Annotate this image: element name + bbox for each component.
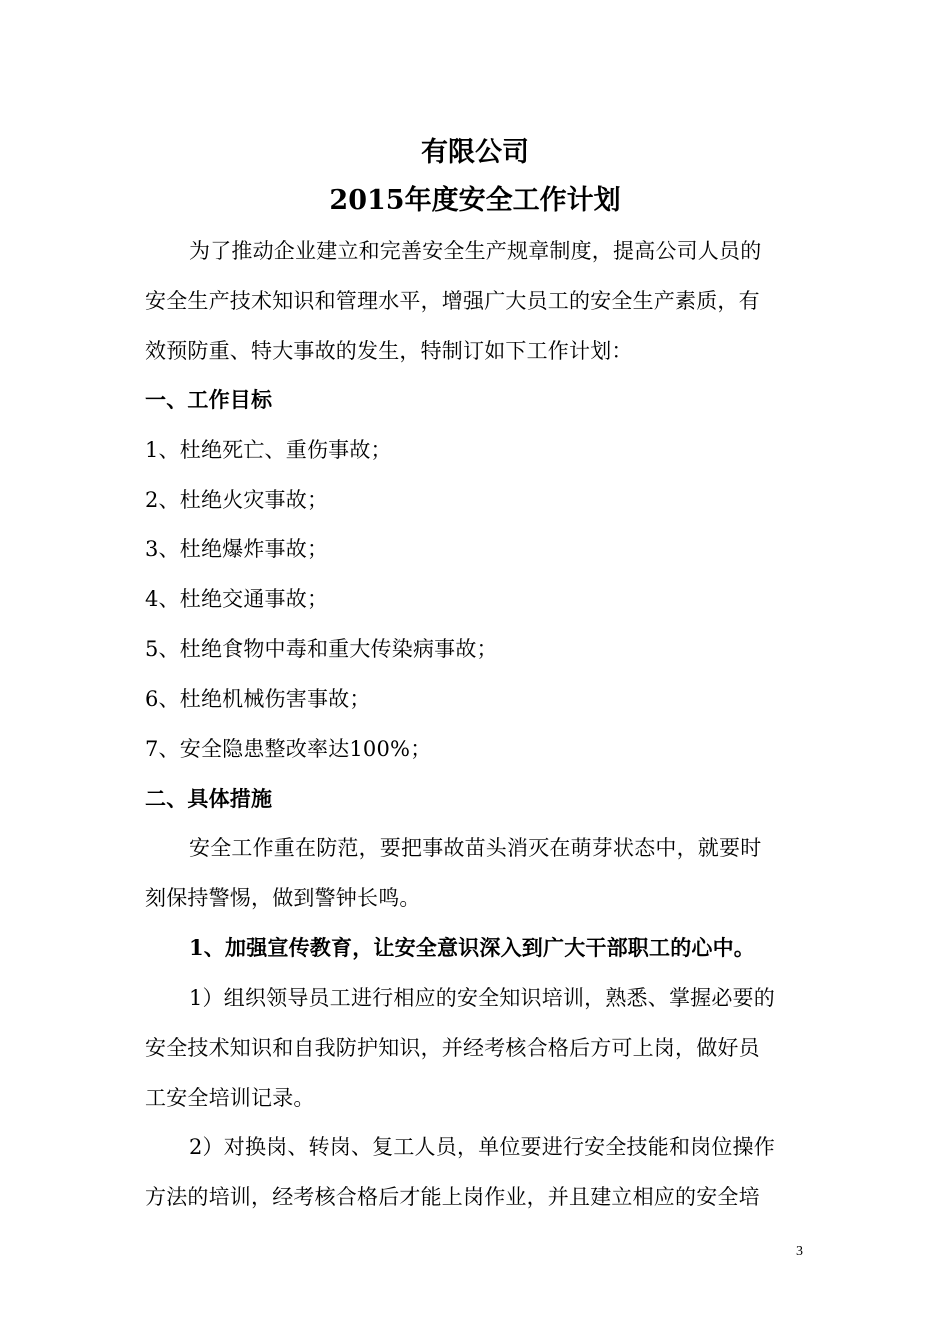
goal-item: 4、杜绝交通事故；: [145, 587, 329, 611]
measures-intro-line: 安全工作重在防范，要把事故苗头消灭在萌芽状态中，就要时: [189, 836, 762, 860]
item2-line: 2）对换岗、转岗、复工人员，单位要进行安全技能和岗位操作: [189, 1135, 775, 1159]
intro-line: 效预防重、特大事故的发生，特制订如下工作计划：: [145, 339, 633, 363]
item1-line: 1）组织领导员工进行相应的安全知识培训，熟悉、掌握必要的: [189, 986, 775, 1010]
measures-intro-line: 刻保持警惕，做到警钟长鸣。: [145, 886, 421, 910]
section-heading-goals: 一、工作目标: [145, 387, 273, 412]
goal-item: 1、杜绝死亡、重伤事故；: [145, 438, 392, 462]
company-title: 有限公司: [421, 137, 529, 168]
plan-title: 2015年度安全工作计划: [329, 185, 621, 216]
item1-line: 安全技术知识和自我防护知识，并经考核合格后方可上岗，做好员: [145, 1036, 760, 1060]
page-number: 3: [796, 1244, 803, 1259]
item1-line: 工安全培训记录。: [145, 1086, 315, 1110]
item2-line: 方法的培训，经考核合格后才能上岗作业，并且建立相应的安全培: [145, 1185, 760, 1209]
goal-item: 5、杜绝食物中毒和重大传染病事故；: [145, 637, 498, 661]
goal-item: 7、安全隐患整改率达100%；: [145, 737, 432, 761]
intro-line: 为了推动企业建立和完善安全生产规章制度，提高公司人员的: [189, 239, 762, 263]
goal-item: 3、杜绝爆炸事故；: [145, 537, 329, 561]
subheading-education: 1、加强宣传教育，让安全意识深入到广大干部职工的心中。: [189, 935, 756, 960]
goal-item: 6、杜绝机械伤害事故；: [145, 687, 371, 711]
goal-item: 2、杜绝火灾事故；: [145, 488, 329, 512]
intro-line: 安全生产技术知识和管理水平，增强广大员工的安全生产素质，有: [145, 289, 760, 313]
section-heading-measures: 二、具体措施: [145, 786, 273, 811]
